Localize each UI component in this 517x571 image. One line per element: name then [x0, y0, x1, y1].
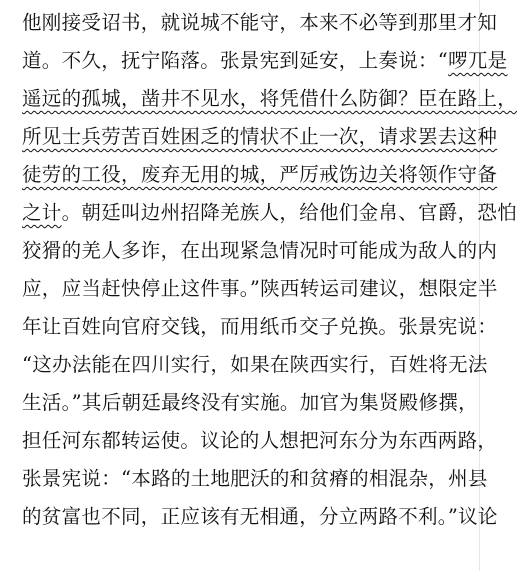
wavy-underlined-segment: 遥远的孤城，凿井不见水，将凭借什么防御？臣在路上， — [22, 87, 517, 110]
text-line — [22, 346, 488, 384]
text-line — [22, 270, 498, 308]
text-segment: 生活。”其后朝廷最终没有实施。加官为集贤殿修撰， — [22, 391, 478, 414]
text-segment: 的贫富也不同，正应该有无相通，分立两路不利。”议论 — [22, 505, 498, 528]
text-line — [22, 384, 478, 422]
text-line — [22, 42, 508, 80]
text-line — [22, 232, 498, 270]
text-segment: 张景宪说：“本路的土地肥沃的和贫瘠的相混杂，州县 — [22, 467, 488, 490]
text-segment: 他刚接受诏书，就说城不能守，本来不必等到那里才知 — [22, 11, 498, 34]
wavy-underlined-segment: 之计 — [22, 201, 62, 224]
text-segment: 。朝廷叫边州招降羌族人，给他们金帛、官爵，恐怕 — [61, 201, 517, 224]
text-line — [22, 118, 498, 156]
text-line — [22, 4, 498, 42]
text-segment: “这办法能在四川实行，如果在陕西实行，百姓将无法 — [22, 353, 488, 376]
text-segment: 狡猾的羌人多诈，在出现紧急情况时可能成为敌人的内 — [22, 239, 498, 262]
text-line — [22, 80, 517, 118]
text-line — [22, 194, 517, 232]
text-line — [22, 460, 488, 498]
wavy-underlined-segment: 啰兀是 — [448, 49, 508, 72]
text-line — [22, 498, 498, 536]
text-line — [22, 156, 498, 194]
text-segment: 道。不久，抚宁陷落。张景宪到延安，上奏说：“ — [22, 49, 449, 72]
wavy-underlined-segment: 徒劳的工役，废弃无用的城，严厉戒饬边关将领作守备 — [22, 163, 498, 186]
wavy-underlined-segment: 所见士兵劳苦百姓困乏的情状不止一次，请求罢去这种 — [22, 125, 498, 148]
text-segment: 担任河东都转运使。议论的人想把河东分为东西两路， — [22, 429, 498, 452]
text-segment: 年让百姓向官府交钱，而用纸币交子兑换。张景宪说： — [22, 315, 498, 338]
text-segment: 应，应当赶快停止这件事。”陕西转运司建议，想限定半 — [22, 277, 498, 300]
document-body-text — [22, 4, 517, 536]
text-line — [22, 308, 498, 346]
text-line — [22, 422, 498, 460]
